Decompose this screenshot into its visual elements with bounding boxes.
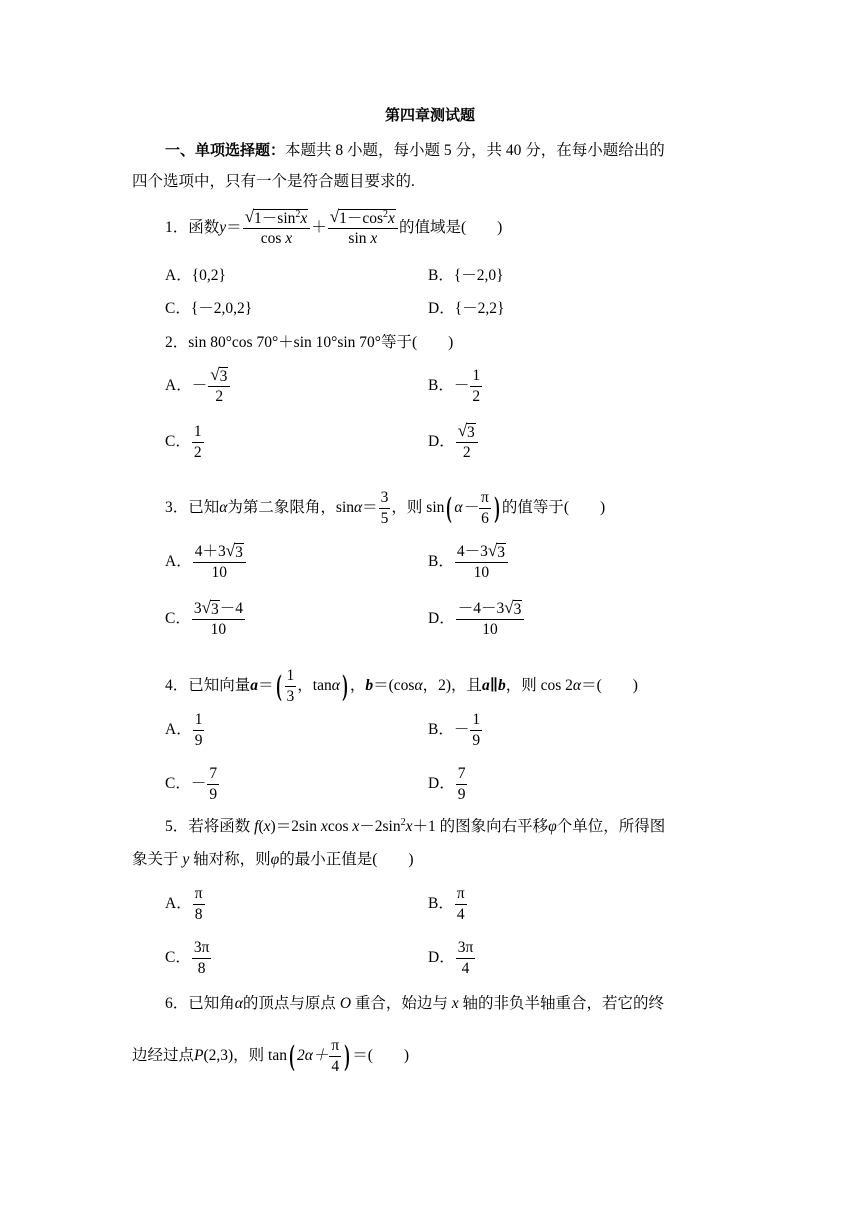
- denominator: 4: [461, 959, 470, 977]
- var-x: x: [451, 995, 459, 1012]
- question-text: ，则 sin: [391, 499, 445, 517]
- q3-option-a[interactable]: [165, 542, 247, 582]
- page-title: 第四章测试题: [384, 106, 475, 124]
- var-phi: φ: [270, 851, 280, 868]
- var-y: y: [182, 851, 190, 868]
- fraction: √ 3 2: [456, 423, 478, 462]
- plus: ＋: [311, 219, 327, 237]
- question-text: 已知向量: [188, 677, 251, 695]
- question-text: 的值域是( ): [398, 219, 503, 237]
- question-text: 边经过点: [132, 1047, 195, 1065]
- radicand: 3: [467, 423, 475, 441]
- equals: ＝: [362, 499, 378, 517]
- left-paren: (: [289, 1039, 295, 1073]
- question-number: 6．: [165, 995, 189, 1012]
- numerator-part: －4: [219, 599, 243, 617]
- question-4: [165, 664, 638, 708]
- numerator: 3: [379, 489, 391, 509]
- option-text: {0,2}: [191, 267, 226, 284]
- q5-option-c[interactable]: [165, 938, 212, 978]
- denominator: 2: [462, 443, 471, 461]
- vector-a: a: [482, 677, 490, 695]
- option-label: A．: [165, 377, 192, 395]
- option-label: D．: [428, 949, 455, 967]
- sign: －: [453, 377, 470, 395]
- left-paren: (: [275, 669, 282, 703]
- option-label: B．: [428, 721, 454, 739]
- var-phi: φ: [548, 818, 557, 835]
- option-text: {－2,2}: [454, 300, 505, 317]
- var-x: x: [320, 818, 328, 835]
- option-text: {－2,0}: [453, 267, 504, 284]
- fraction: [455, 885, 467, 924]
- exponent: 2: [400, 817, 406, 828]
- question-text: 已知角: [188, 995, 235, 1012]
- question-text: sin 80°cos 70°＋sin 10°sin 70°等于( ): [188, 334, 454, 351]
- question-text: 轴的非负半轴重合，若它的终: [458, 995, 665, 1012]
- numerator: 7: [456, 765, 468, 785]
- question-5-line1: [165, 817, 665, 837]
- paren: (: [258, 818, 264, 835]
- option-text: {－2,0,2}: [190, 300, 253, 317]
- var-x: x: [405, 818, 413, 835]
- fraction: 4＋3 √ 3 10: [193, 543, 246, 582]
- var-x: x: [370, 229, 378, 247]
- question-text: 若将函数: [188, 818, 255, 835]
- option-label: C．: [165, 949, 191, 967]
- denominator: 9: [472, 731, 481, 749]
- fraction-1: √ $1-\sin^2x$ cos x: [243, 209, 311, 248]
- q3-option-b[interactable]: [428, 542, 509, 582]
- option-label: B．: [428, 553, 454, 571]
- denominator: 10: [473, 563, 490, 581]
- option-label: A．: [165, 553, 192, 571]
- question-text: ＝(cos: [373, 677, 415, 695]
- section-intro-line2: 四个选项中，只有一个是符合题目要求的.: [132, 173, 415, 190]
- radicand: 3: [235, 543, 243, 561]
- right-paren: ): [494, 491, 500, 525]
- radicand: 3: [210, 600, 219, 618]
- fraction: [285, 667, 297, 706]
- fraction: [193, 885, 205, 924]
- expression: α－: [454, 499, 479, 517]
- var-x: x: [300, 209, 308, 227]
- q1-option-d[interactable]: [428, 299, 504, 319]
- question-text: ，2)，且: [422, 677, 483, 695]
- denominator: 8: [197, 959, 206, 977]
- numerator: 7: [207, 765, 219, 785]
- q4-option-a[interactable]: [165, 710, 205, 750]
- numerator: π: [479, 489, 491, 509]
- numerator-part: 4＋3: [194, 542, 226, 560]
- fraction: [379, 489, 391, 528]
- vector-a: a: [250, 677, 259, 695]
- denominator: 10: [210, 620, 227, 638]
- option-label: D．: [428, 610, 455, 628]
- q3-option-d[interactable]: [428, 599, 525, 639]
- question-text: 已知: [188, 499, 220, 517]
- var-x: x: [352, 818, 360, 835]
- equals: ＝: [258, 677, 274, 695]
- question-number: 4．: [165, 677, 189, 695]
- section-heading: 一、单项选择题：: [165, 141, 286, 159]
- question-text: ，tan: [297, 677, 332, 695]
- denominator: 2: [472, 387, 481, 405]
- option-label: A．: [165, 721, 192, 739]
- question-text: 轴对称，则: [189, 851, 271, 868]
- fraction: －4－3 √ 3 10: [456, 600, 525, 639]
- question-text: ＝( ): [352, 1047, 410, 1065]
- q1-option-a[interactable]: [165, 266, 226, 286]
- var-alpha: α: [331, 677, 340, 695]
- sign: －: [453, 721, 470, 739]
- denominator: 10: [211, 563, 227, 581]
- numerator: 1: [470, 367, 482, 387]
- q4-option-d[interactable]: [428, 764, 468, 804]
- exponent: 2: [295, 208, 301, 220]
- q1-option-c[interactable]: [165, 299, 252, 319]
- equals: ＝: [226, 219, 242, 237]
- option-label: C．: [165, 433, 191, 451]
- q2-option-b[interactable]: [428, 366, 483, 406]
- fraction: [470, 711, 482, 750]
- right-paren: ): [342, 669, 348, 703]
- comma: ，: [349, 677, 366, 695]
- fraction: [479, 489, 491, 528]
- fraction: [456, 765, 468, 804]
- question-number: 5．: [165, 818, 189, 835]
- q5-option-a[interactable]: [165, 884, 206, 924]
- right-paren: ): [344, 1039, 350, 1073]
- question-3: [165, 486, 605, 530]
- var-x: x: [285, 229, 293, 247]
- denominator: 8: [194, 905, 203, 923]
- question-text: ＝( ): [581, 677, 638, 695]
- section-intro-line1: [165, 140, 665, 161]
- left-paren: (: [446, 491, 453, 525]
- question-text: 的值等于( ): [501, 499, 606, 517]
- denominator: 2: [193, 443, 202, 461]
- fraction: 4－3 √ 3 10: [455, 543, 508, 582]
- option-label: C．: [165, 775, 191, 793]
- fraction: 3 √ 3 －4 10: [193, 597, 243, 638]
- denominator: 4: [456, 905, 465, 923]
- denominator: 4: [331, 1057, 340, 1075]
- fraction: [456, 939, 476, 978]
- fraction: [192, 423, 204, 462]
- denominator: 3: [286, 687, 295, 705]
- numerator: π: [329, 1037, 341, 1057]
- option-label: B．: [428, 377, 454, 395]
- numerator-part: －4－3: [457, 599, 505, 617]
- option-label: A．: [165, 895, 192, 913]
- q1-option-b[interactable]: [428, 266, 504, 286]
- question-text: 的最小正值是( ): [279, 851, 414, 868]
- option-label: D．: [428, 300, 455, 317]
- option-label: B．: [428, 895, 454, 913]
- option-label: B．: [428, 267, 454, 284]
- q4-option-b[interactable]: [428, 710, 483, 750]
- denominator: 9: [457, 785, 466, 803]
- numerator: 1: [192, 423, 204, 443]
- option-label: C．: [165, 300, 191, 317]
- var-x: x: [388, 209, 395, 227]
- question-text: 函数: [188, 219, 220, 237]
- denominator: 9: [194, 731, 203, 749]
- fraction: [193, 711, 205, 750]
- var-P: P: [194, 1047, 204, 1065]
- var-alpha: α: [234, 995, 243, 1012]
- fraction: [329, 1037, 341, 1076]
- q2-option-a[interactable]: [165, 366, 231, 406]
- numerator: π: [455, 885, 467, 905]
- vector-b: b: [365, 677, 374, 695]
- denominator: 10: [482, 620, 498, 638]
- denominator: sin: [348, 229, 371, 247]
- question-text: 象关于: [132, 851, 183, 868]
- var-x: x: [263, 818, 271, 835]
- fraction: [192, 939, 212, 978]
- option-label: D．: [428, 775, 455, 793]
- sqrt-content: 1－sin: [254, 209, 296, 227]
- radicand: 3: [513, 600, 522, 618]
- denominator: 6: [481, 509, 489, 527]
- question-5-line2: [132, 850, 414, 870]
- question-text: ，则 cos 2: [505, 677, 573, 695]
- var-alpha: α: [219, 499, 228, 517]
- question-text: 个单位，所得图: [556, 818, 666, 835]
- denominator: 9: [209, 785, 218, 803]
- denominator: cos: [260, 229, 286, 247]
- numerator: 1: [285, 667, 297, 687]
- numerator-part: 3: [193, 599, 202, 617]
- fraction: [470, 367, 482, 406]
- q2-option-d[interactable]: [428, 422, 479, 462]
- var-f: f: [254, 818, 259, 835]
- question-text: －2sin: [359, 818, 401, 835]
- question-text: ＋1 的图象向右平移: [412, 818, 549, 835]
- sqrt-content: 1－cos: [339, 209, 384, 227]
- sign: －: [191, 377, 208, 395]
- radicand: 3: [219, 367, 228, 385]
- numerator: 1: [193, 711, 205, 731]
- denominator: 2: [215, 387, 224, 405]
- question-1: [165, 208, 502, 248]
- numerator: π: [193, 885, 205, 905]
- fraction-2: √ $1-\cos^2x$ sin x: [328, 209, 398, 248]
- sign: －: [190, 775, 207, 793]
- q5-option-d[interactable]: [428, 938, 476, 978]
- q4-option-c[interactable]: [165, 764, 220, 804]
- question-6-line2: [132, 1034, 409, 1078]
- question-text: cos: [327, 818, 353, 835]
- option-label: C．: [165, 610, 191, 628]
- radicand: 3: [497, 543, 505, 561]
- parallel-symbol: ∥: [489, 677, 498, 695]
- section-text: 本题共 8 小题，每小题 5 分，共 40 分，在每小题给出的: [285, 142, 665, 159]
- option-label: A．: [165, 267, 192, 284]
- fraction: [207, 765, 219, 804]
- exponent: 2: [383, 208, 389, 220]
- question-number: 1．: [165, 219, 189, 237]
- question-text: 的顶点与原点: [242, 995, 340, 1012]
- question-number: 2．: [165, 334, 189, 351]
- question-2: [165, 333, 453, 353]
- var-alpha: α: [572, 677, 582, 695]
- vector-b: b: [498, 677, 506, 695]
- q3-option-c[interactable]: [165, 599, 246, 639]
- q2-option-c[interactable]: [165, 422, 205, 462]
- expression: 2α＋: [297, 1047, 329, 1065]
- var-O: O: [339, 995, 352, 1012]
- var-y: y: [219, 219, 227, 237]
- var-alpha: α: [354, 499, 363, 517]
- denominator: 5: [380, 509, 389, 527]
- var-alpha: α: [414, 677, 423, 695]
- question-text: 为第二象限角，sin: [227, 499, 355, 517]
- fraction: √ 3 2: [208, 367, 230, 406]
- q5-option-b[interactable]: [428, 884, 468, 924]
- question-text: 重合，始边与: [351, 995, 452, 1012]
- option-label: D．: [428, 433, 455, 451]
- question-text: )＝2sin: [270, 818, 321, 835]
- question-number: 3．: [165, 499, 189, 517]
- numerator-part: 4－3: [456, 542, 488, 560]
- numerator: 1: [470, 711, 482, 731]
- numerator: 3π: [192, 939, 212, 959]
- question-text: (2,3)，则 tan: [203, 1047, 287, 1065]
- question-6-line1: [165, 994, 664, 1014]
- numerator: 3π: [456, 939, 476, 959]
